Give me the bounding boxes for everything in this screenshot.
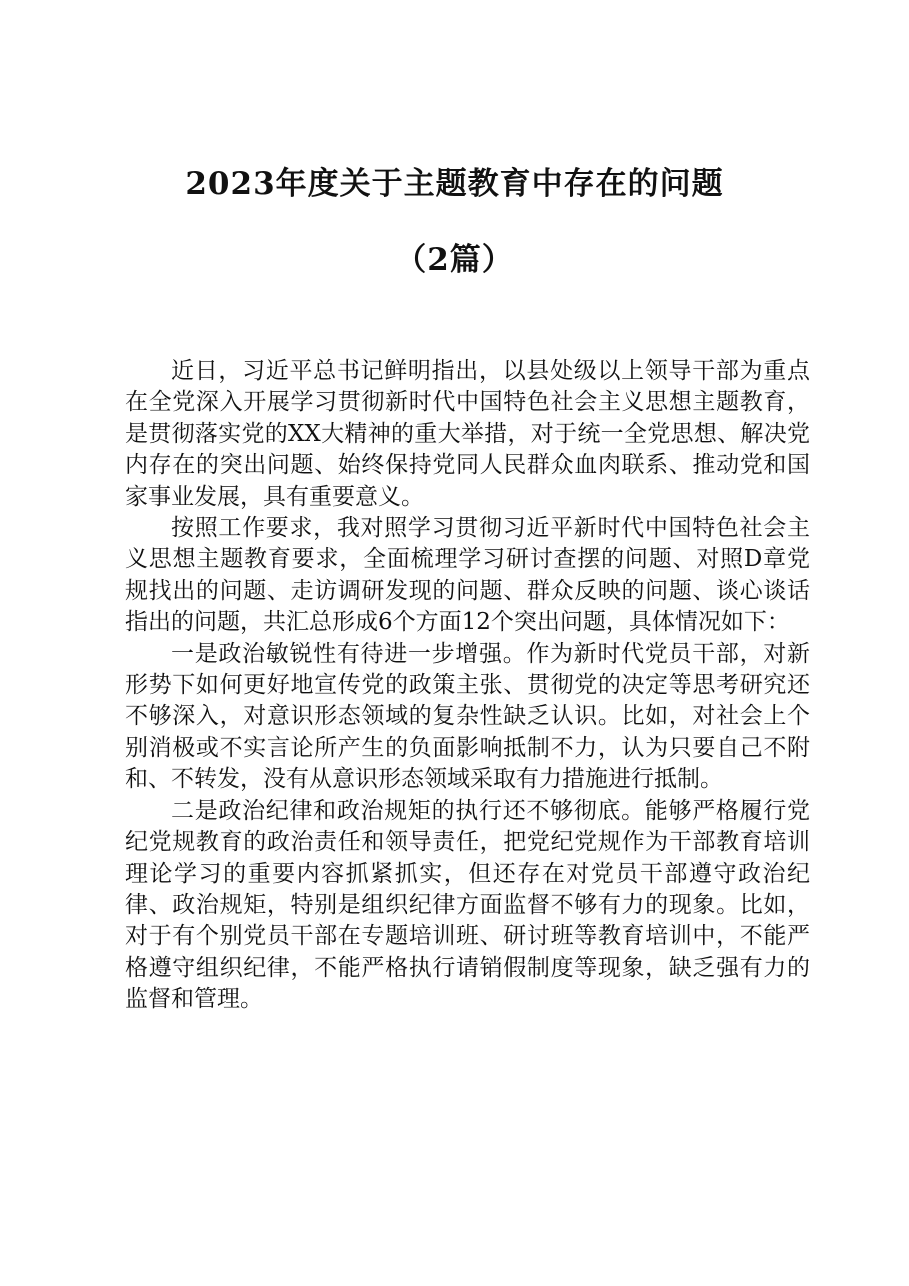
paragraph-requirements: 按照工作要求，我对照学习贯彻习近平新时代中国特色社会主义思想主题教育要求，全面梳理学习研讨查摆的问题、对照D章党规找出的问题、走访调研发现的问题、群众反映的问题、谈心谈话指出的问题，共汇总形成6个方面12个突出问题，具体情况如下： <box>125 515 810 636</box>
document-subtitle: （2篇） <box>395 242 514 278</box>
document-title: 2023年度关于主题教育中存在的问题 <box>185 166 724 202</box>
paragraph-issue-1: 一是政治敏锐性有待进一步增强。作为新时代党员干部，对新形势下如何更好地宣传党的政策主张、贯彻党的决定等思考研究还不够深入，对意识形态领域的复杂性缺乏认识。比如，对社会上个别消极或不实言论所产生的负面影响抵制不力，认为只要自己不附和、不转发，没有从意识形态领域采取有力措施进行抵制。 <box>125 640 810 793</box>
paragraph-issue-2: 二是政治纪律和政治规矩的执行还不够彻底。能够严格履行党纪党规教育的政治责任和领导责任，把党纪党规作为干部教育培训理论学习的重要内容抓紧抓实，但还存在对党员干部遵守政治纪律、政治规矩，特别是组织纪律方面监督不够有力的现象。比如，对于有个别党员干部在专题培训班、研讨班等教育培训中，不能严格遵守组织纪律，不能严格执行请销假制度等现象，缺乏强有力的监督和管理。 <box>125 797 810 1013</box>
document-body <box>125 356 810 1016</box>
paragraph-intro: 近日，习近平总书记鲜明指出，以县处级以上领导干部为重点在全党深入开展学习贯彻新时代中国特色社会主义思想主题教育，是贯彻落实党的XX大精神的重大举措，对于统一全党思想、解决党内存在的突出问题、始终保持党同人民群众血肉联系、推动党和国家事业发展，具有重要意义。 <box>125 358 810 510</box>
